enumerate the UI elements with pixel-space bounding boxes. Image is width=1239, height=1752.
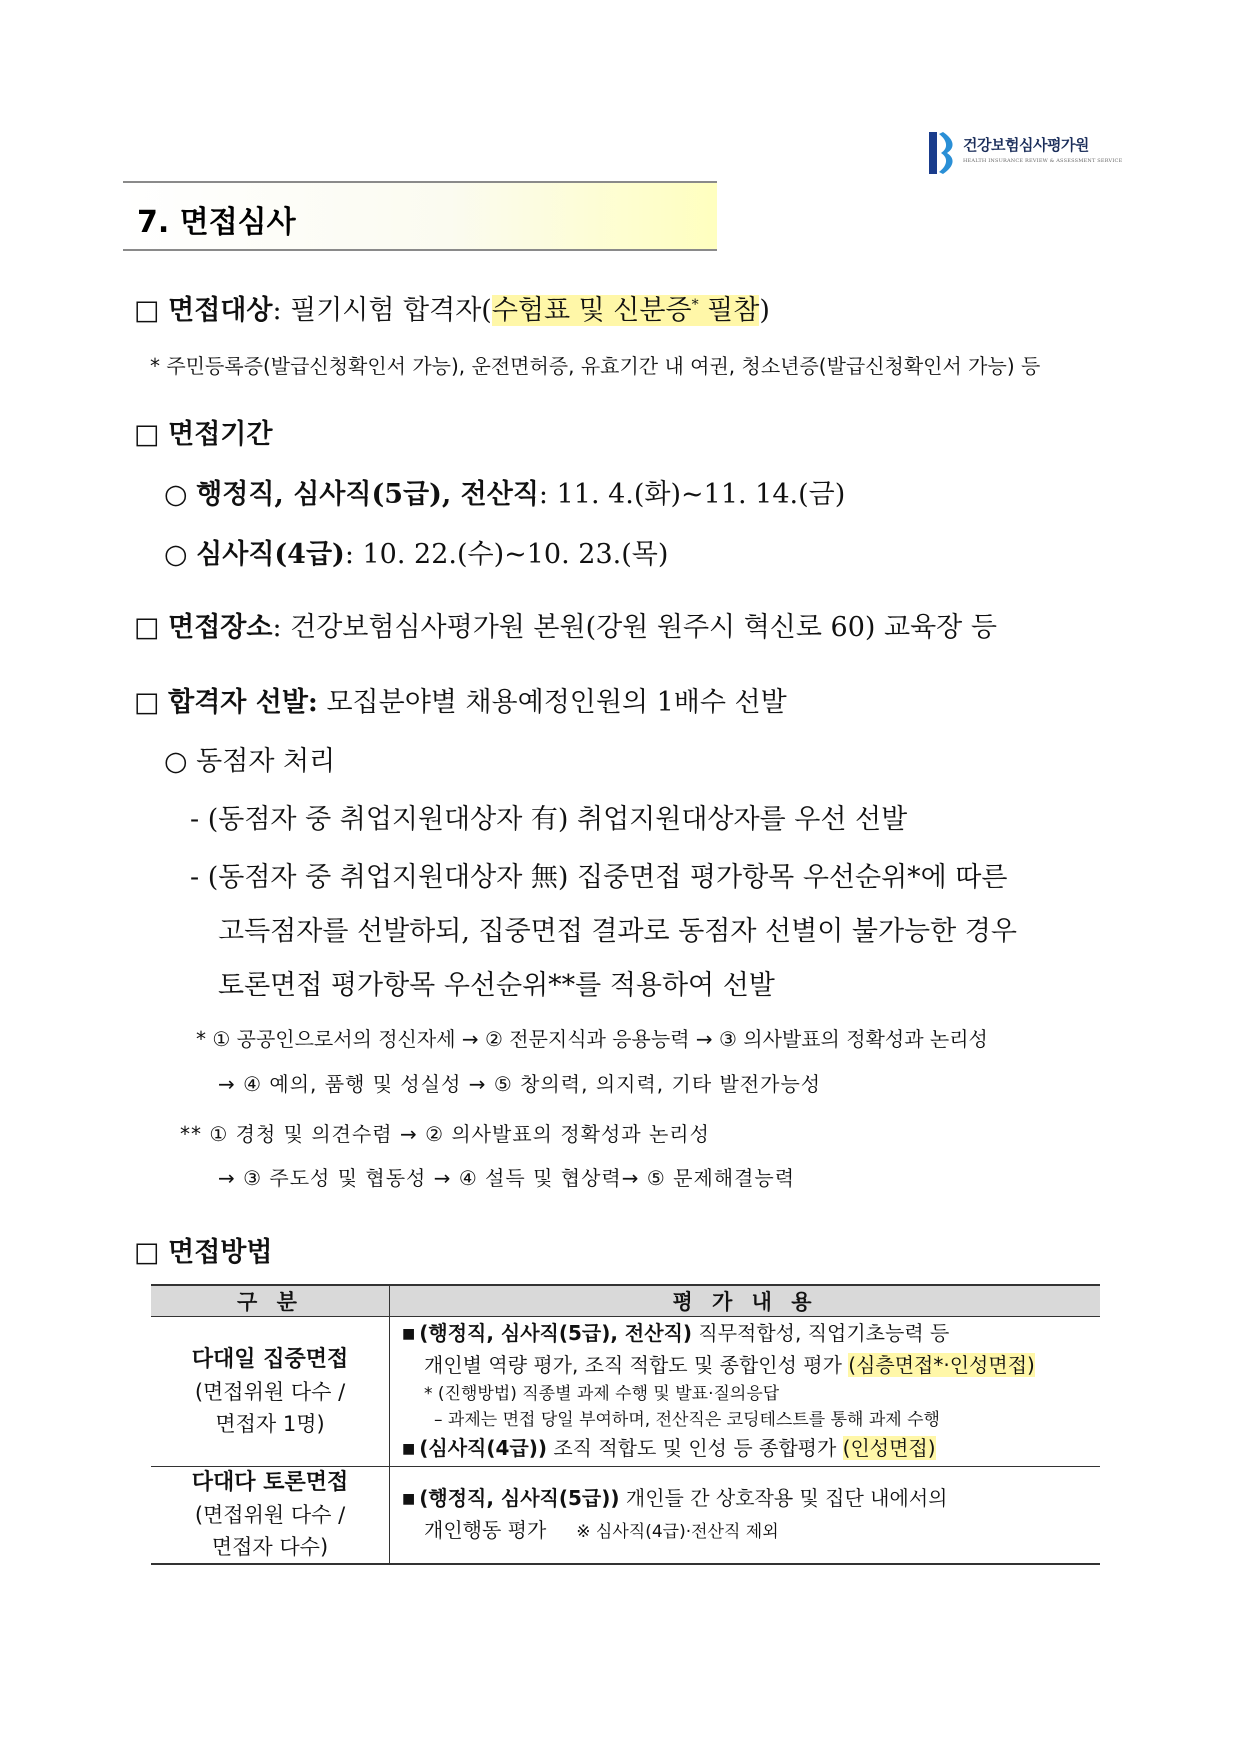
target-heading: □ 면접대상: 필기시험 합격자(수험표 및 신분증* 필참) (134, 295, 770, 326)
table-header-row (151, 1285, 1100, 1317)
table-row (151, 1467, 1100, 1565)
method-table (151, 1284, 1100, 1565)
method-type-cell: 다대일 집중면접 (면접위원 다수 / 면접자 1명) (151, 1317, 390, 1467)
square-bullet-icon: ■ (402, 1441, 416, 1457)
method-content-cell: ■ (행정직, 심사직(5급)) 개인들 간 상호작용 및 집단 내에서의 개인행동 평가 ※ 심사직(4급)·전산직 제외 (390, 1467, 1101, 1565)
tie-rule-1: - (동점자 중 취업지원대상자 有) 취업지원대상자를 우선 선발 (190, 804, 908, 835)
place-label: 면접장소 (168, 612, 273, 643)
method-content-cell: ■ (행정직, 심사직(5급), 전산직) 직무적합성, 직업기초능력 등 개인별 역량 평가, 조직 적합도 및 종합인성 평가 (심층면접*·인성면접) * (진행방법) 직종별 과제 수행 및 발표·질의응답 – 과제는 면접 당일 부여하며, 전산직은 코딩테스트를 통해 과제 수행 ■ (심사직(4급)) 조직 적합도 및 인성 등 종합평가 (인성면접) (390, 1317, 1101, 1467)
period-heading (134, 412, 272, 451)
place-heading: □ 면접장소: 건강보험심사평가원 본원(강원 원주시 혁신로 60) 교육장 등 (134, 612, 997, 643)
target-highlight: 수험표 및 신분증* 필참 (491, 295, 760, 326)
period-item: ○ 심사직(4급): 10. 22.(수)~10. 23.(목) (164, 539, 669, 570)
logo-name: 건강보험심사평가원 (963, 136, 1089, 154)
circle-bullet-icon: ○ (164, 746, 188, 777)
circle-bullet-icon: ○ (164, 479, 188, 510)
square-bullet-icon: ■ (402, 1490, 416, 1507)
method-label: 면접방법 (168, 1237, 273, 1268)
priority-note-2-line1: ** ① 경청 및 의견수렴 → ② 의사발표의 정확성과 논리성 (180, 1122, 710, 1146)
checkbox-square-icon: □ (134, 295, 160, 326)
target-note: * 주민등록증(발급신청확인서 가능), 운전면허증, 유효기간 내 여권, 청소년증(발급신청확인서 가능) 등 (150, 354, 1041, 378)
circle-bullet-icon: ○ (164, 539, 188, 570)
target-label: 면접대상 (168, 295, 273, 326)
checkbox-square-icon: □ (134, 687, 160, 718)
selection-heading: □ 합격자 선발: 모집분야별 채용예정인원의 1배수 선발 (134, 687, 787, 718)
tie-rule-2-line3: 토론면접 평가항목 우선순위**를 적용하여 선발 (218, 970, 775, 1001)
table-row (151, 1317, 1100, 1467)
priority-note-1-line2: → ④ 예의, 품행 및 성실성 → ⑤ 창의력, 의지력, 기타 발전가능성 (218, 1072, 822, 1096)
tie-rule-2-line2: 고득점자를 선발하되, 집중면접 결과로 동점자 선별이 불가능한 경우 (218, 916, 1017, 947)
tie-rule-2-line1: - (동점자 중 취업지원대상자 無) 집중면접 평가항목 우선순위*에 따른 (190, 862, 1008, 893)
period-label: 면접기간 (168, 419, 273, 450)
method-heading (134, 1230, 272, 1269)
table-header-col2: 평 가 내 용 (390, 1285, 1101, 1317)
period-item: ○ 행정직, 심사직(5급), 전산직: 11. 4.(화)~11. 14.(금) (164, 479, 846, 510)
priority-note-1-line1: * ① 공공인으로서의 정신자세 → ② 전문지식과 응용능력 → ③ 의사발표의 정확성과 논리성 (196, 1027, 988, 1051)
square-bullet-icon: ■ (402, 1326, 416, 1342)
section-title-box (123, 181, 717, 251)
priority-note-2-line2: → ③ 주도성 및 협동성 → ④ 설득 및 협상력→ ⑤ 문제해결능력 (218, 1166, 796, 1190)
tie-heading: ○ 동점자 처리 (164, 746, 336, 777)
logo-mark-icon (925, 130, 959, 176)
selection-label: 합격자 선발: (168, 687, 318, 718)
method-type-cell: 다대다 토론면접 (면접위원 다수 / 면접자 다수) (151, 1467, 390, 1565)
logo-subtitle: HEALTH INSURANCE REVIEW & ASSESSMENT SERVICE (963, 158, 1123, 164)
checkbox-square-icon: □ (134, 612, 160, 643)
table-header-col1: 구 분 (151, 1285, 390, 1317)
section-title: 7. 면접심사 (137, 205, 296, 240)
checkbox-square-icon: □ (134, 419, 160, 450)
logo (925, 130, 1125, 178)
checkbox-square-icon: □ (134, 1237, 160, 1268)
